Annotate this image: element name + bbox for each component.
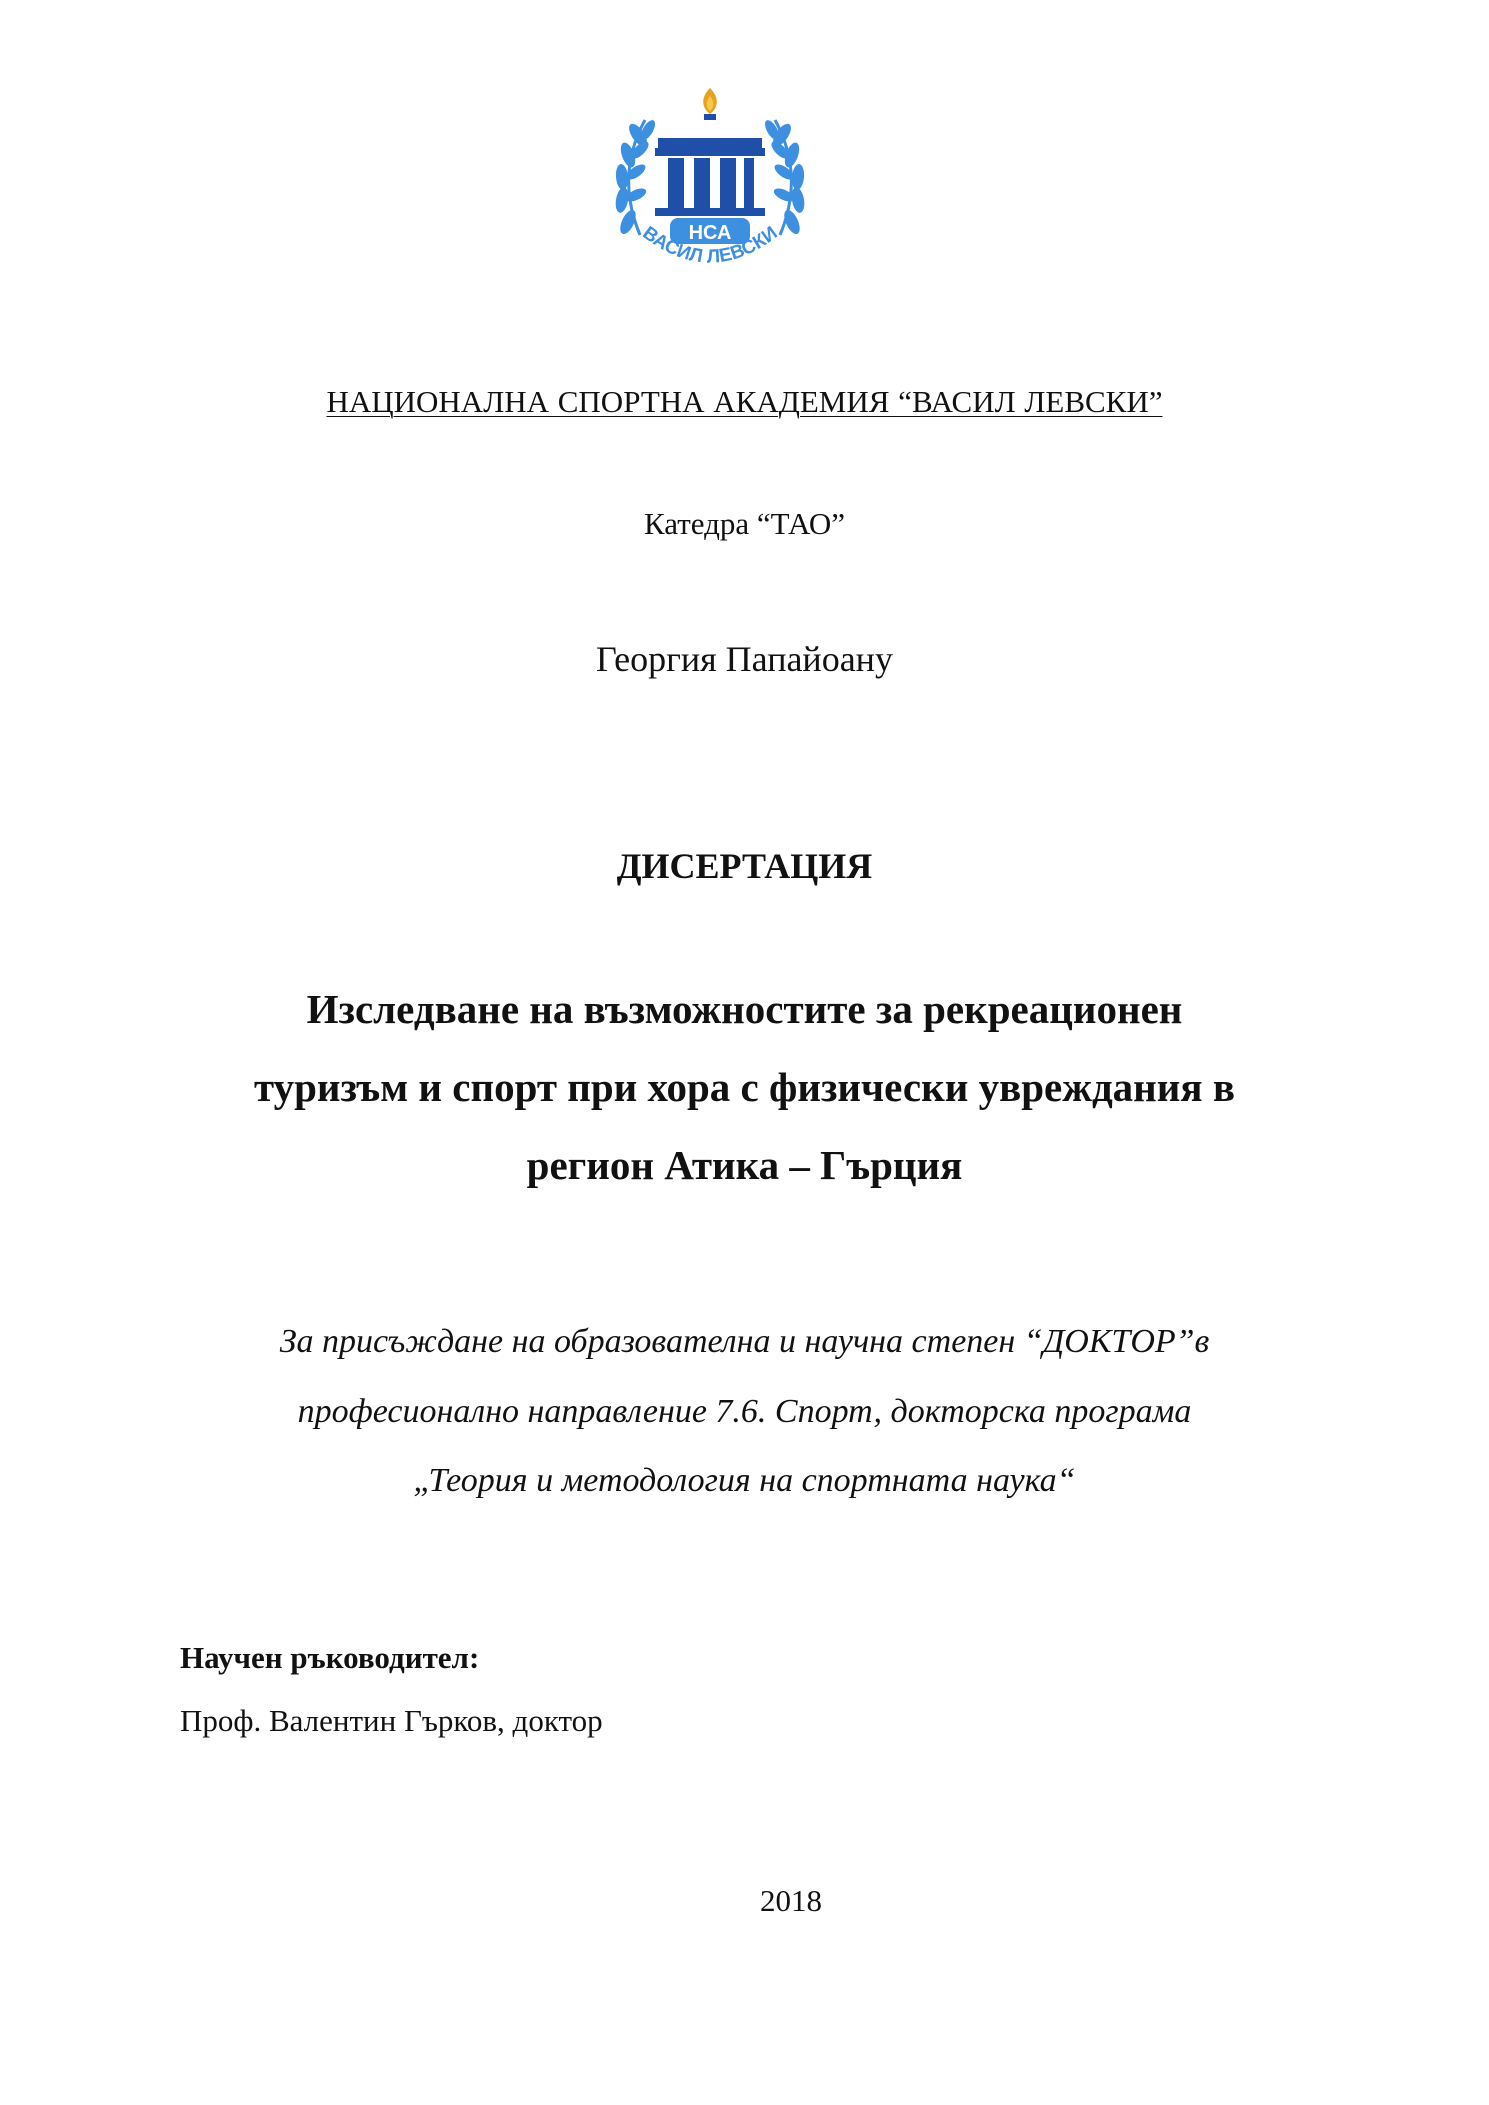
author-name: Георгия Папайоану bbox=[596, 639, 893, 679]
supervisor-name: Проф. Валентин Гърков, доктор bbox=[180, 1703, 603, 1738]
nsa-logo bbox=[600, 80, 820, 305]
logo-arc-textpath: ВАСИЛ ЛЕВСКИ bbox=[638, 222, 782, 268]
thesis-title-line: туризъм и спорт при хора с физически увреждания в bbox=[254, 1064, 1235, 1110]
logo-nsa-text: НСА bbox=[688, 222, 732, 244]
torch-flame-icon bbox=[703, 88, 717, 120]
degree-purpose-line: „Теория и методология на спортната наука“ bbox=[413, 1462, 1076, 1499]
institution-name: НАЦИОНАЛНА СПОРТНА АКАДЕМИЯ “ВАСИЛ ЛЕВСКИ” bbox=[326, 384, 1163, 419]
thesis-title-line: Изследване на възможностите за рекреационен bbox=[306, 986, 1183, 1032]
degree-purpose-line: За присъждане на образователна и научна степен “ДОКТОР”в bbox=[279, 1323, 1210, 1360]
supervisor-label: Научен ръководител: bbox=[180, 1640, 480, 1675]
department-name: Катедра “ТАО” bbox=[643, 506, 846, 541]
publication-year: 2018 bbox=[760, 1883, 822, 1918]
nsa-banner-icon bbox=[670, 218, 750, 244]
document-type: ДИСЕРТАЦИЯ bbox=[616, 846, 873, 886]
thesis-title-line: регион Атика – Гърция bbox=[526, 1142, 963, 1188]
temple-icon bbox=[655, 138, 765, 216]
degree-purpose-line: професионално направление 7.6. Спорт, докторска програма bbox=[297, 1393, 1192, 1430]
laurel-left-icon bbox=[614, 118, 658, 236]
laurel-right-icon bbox=[762, 118, 806, 236]
